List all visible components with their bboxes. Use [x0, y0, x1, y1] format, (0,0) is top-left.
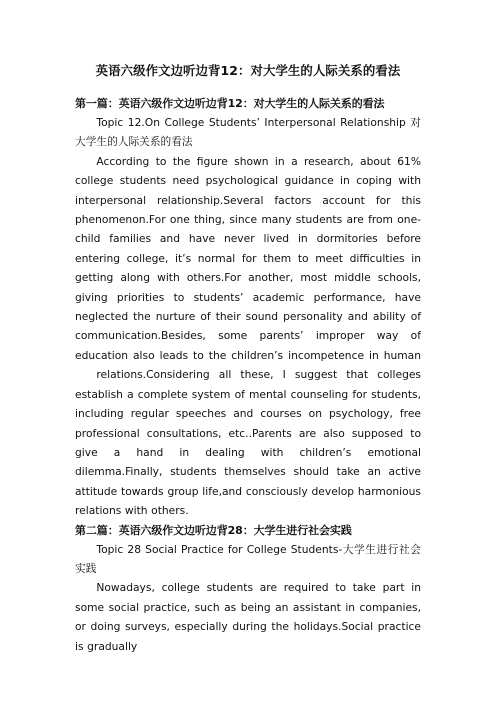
section-1	[75, 94, 421, 521]
section-2	[75, 521, 421, 656]
document-title: 英语六级作文边听边背12：对大学生的人际关系的看法	[95, 63, 401, 78]
section-1-paragraph-1: According to the figure shown in a research, about 61% college students need psychological guidance in coping with interpersonal relationship.Several factors account for this phenomenon.For one thing, since many students are from one-child families and have never lived in dormitories before entering college, it’s normal for them to meet difficulties in getting along with others.For another, most middle schools, giving priorities to students’ academic performance, have neglected the nurture of their sound personality and ability of communication.Besides, some parents’ improper way of education also leads to the children’s incompetence in human	[75, 154, 421, 362]
section-2-topic: Topic 28 Social Practice for College Students-大学生进行社会实践	[75, 542, 421, 575]
section-2-paragraph-1: Nowadays, college students are required to take part in some social practice, such as being an assistant in companies, or doing surveys, especially during the holidays.Social practice is gradually	[75, 581, 421, 653]
section-2-heading: 第二篇：英语六级作文边听边背28：大学生进行社会实践	[75, 523, 352, 537]
section-1-paragraph-2: relations.Considering all these, I suggest that colleges establish a complete system of mental counseling for students, including regular speeches and courses on psychology, free professional consultations, etc..Parents are also supposed to give a hand in dealing with children’s emotional dilemma.Finally, students themselves should take an active attitude towards group life,and consciously develop harmonious relations with others.	[75, 368, 421, 518]
section-1-topic: Topic 12.On College Students’ Interpersonal Relationship 对大学生的人际关系的看法	[75, 116, 421, 149]
section-1-heading: 第一篇：英语六级作文边听边背12：对大学生的人际关系的看法	[75, 97, 385, 110]
